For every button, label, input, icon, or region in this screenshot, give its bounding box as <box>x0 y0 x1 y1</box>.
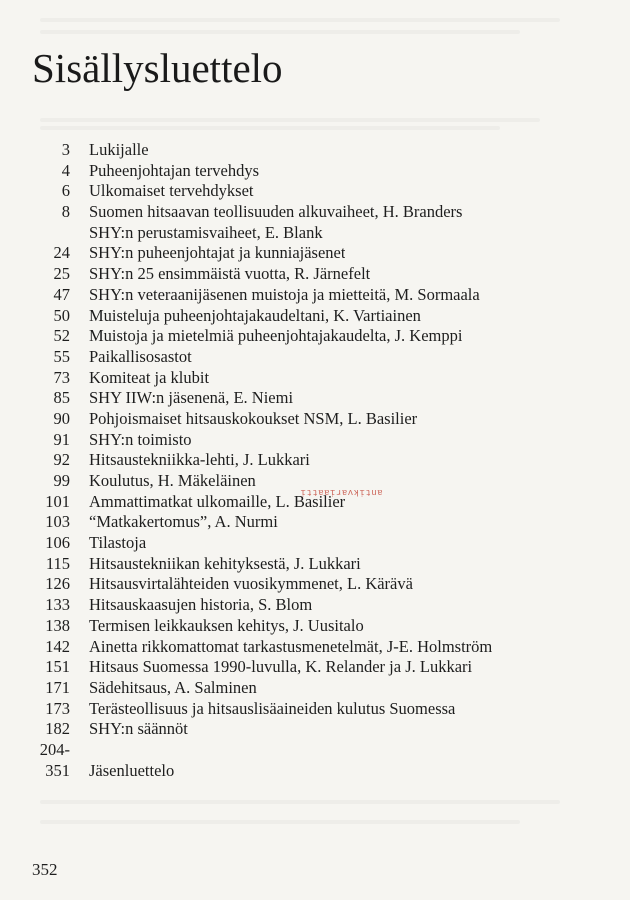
toc-page-number: 3 <box>61 140 70 159</box>
toc-page-number: 90 <box>53 408 70 428</box>
toc-page-number: 25 <box>53 264 70 284</box>
toc-entry <box>30 657 610 678</box>
toc-page-number: 138 <box>45 615 70 635</box>
toc-page-number: 47 <box>53 284 70 304</box>
toc-entry-title: Ammattimatkat ulkomaille, L. Basilier <box>89 491 346 511</box>
toc-page-number: 4 <box>61 160 70 180</box>
toc-page-number: 52 <box>53 326 70 346</box>
toc-entry <box>30 326 610 347</box>
toc-entry <box>30 616 610 637</box>
toc-page-number: 99 <box>53 471 70 490</box>
toc-entry-title: SHY:n 25 ensimmäistä vuotta, R. Järnefelt <box>89 264 371 284</box>
page-title: Sisällysluettelo <box>32 45 283 91</box>
toc-entry-title: Jäsenluettelo <box>89 760 175 780</box>
toc-entry-title: Termisen leikkauksen kehitys, J. Uusitalo <box>89 615 364 635</box>
toc-entry <box>30 595 610 616</box>
toc-entry-title: Ainetta rikkomattomat tarkastusmenetelmät, J-E. Holmström <box>89 636 493 656</box>
toc-entry-title: Ulkomaiset tervehdykset <box>89 181 254 201</box>
show-through-line <box>40 18 560 22</box>
toc-entry <box>30 719 610 740</box>
show-through-line <box>40 126 500 130</box>
toc-entry-title: Hitsauskaasujen historia, S. Blom <box>89 595 313 615</box>
toc-entry <box>30 699 610 720</box>
toc-page-number: 92 <box>53 450 70 470</box>
toc-page-number: 8 <box>61 202 70 222</box>
toc-page-number: 55 <box>53 346 70 366</box>
toc-page-number: 142 <box>45 636 70 656</box>
toc-entry <box>30 181 610 202</box>
toc-entry-title: Muistoja ja mietelmiä puheenjohtajakaudelta, J. Kemppi <box>89 326 463 346</box>
toc-entry <box>30 678 610 699</box>
toc-entry-title: “Matkakertomus”, A. Nurmi <box>89 512 278 532</box>
toc-page-number: 126 <box>45 574 70 594</box>
toc-page-number: 351 <box>45 760 70 780</box>
toc-entry-title: Lukijalle <box>89 140 149 159</box>
toc-entry <box>30 554 610 575</box>
toc-entry <box>30 450 610 471</box>
toc-entry-title: Suomen hitsaavan teollisuuden alkuvaiheet, H. Branders <box>89 202 463 222</box>
toc-entry-title: Komiteat ja klubit <box>89 367 210 387</box>
toc-entry <box>30 140 610 161</box>
toc-entry-title: SHY IIW:n jäsenenä, E. Niemi <box>89 388 294 408</box>
table-of-contents <box>30 140 610 781</box>
toc-entry-title: Hitsausvirtalähteiden vuosikymmenet, L. Kärävä <box>89 574 413 594</box>
toc-entry <box>30 264 610 285</box>
toc-page-number: 173 <box>45 698 70 718</box>
toc-page-number: 151 <box>45 657 70 677</box>
toc-entry-title: Koulutus, H. Mäkeläinen <box>89 471 256 490</box>
toc-entry <box>30 409 610 430</box>
toc-entry <box>30 347 610 368</box>
toc-entry-title: Hitsaustekniikka-lehti, J. Lukkari <box>89 450 310 470</box>
toc-entry-title: Sädehitsaus, A. Salminen <box>89 677 257 697</box>
toc-entry-title: SHY:n puheenjohtajat ja kunniajäsenet <box>89 243 346 263</box>
toc-page-number: 6 <box>61 181 70 201</box>
toc-page-number: 182 <box>45 719 70 739</box>
toc-entry <box>30 161 610 182</box>
toc-entry-title: Tilastoja <box>89 533 147 553</box>
toc-entry <box>30 388 610 409</box>
toc-entry <box>30 430 610 451</box>
toc-entry <box>30 202 610 223</box>
toc-entry-title: SHY:n säännöt <box>89 719 188 739</box>
toc-page-number: 50 <box>53 305 70 325</box>
toc-entry <box>30 243 610 264</box>
toc-entry-title: Muisteluja puheenjohtajakaudeltani, K. Vartiainen <box>89 305 421 325</box>
toc-entry <box>30 740 610 761</box>
toc-page-number: 171 <box>45 677 70 697</box>
toc-entry-title: Pohjoismaiset hitsauskokoukset NSM, L. Basilier <box>89 408 418 428</box>
toc-entry-title: SHY:n perustamisvaiheet, E. Blank <box>89 222 323 242</box>
toc-entry <box>30 285 610 306</box>
toc-page-number: 115 <box>45 553 70 573</box>
toc-page-number: 204- <box>39 739 70 759</box>
toc-page-number: 133 <box>45 595 70 615</box>
toc-entry <box>30 368 610 389</box>
stamp-mark: antikvariaatti <box>300 487 383 497</box>
show-through-line <box>40 820 520 824</box>
toc-entry-title: Puheenjohtajan tervehdys <box>89 160 259 180</box>
toc-entry-title: SHY:n veteraanijäsenen muistoja ja mietteitä, M. Sormaala <box>89 284 480 304</box>
toc-entry-title: Terästeollisuus ja hitsauslisäaineiden kulutus Suomessa <box>89 698 456 718</box>
toc-entry <box>30 512 610 533</box>
toc-page-number: 73 <box>53 367 70 387</box>
toc-entry-title: SHY:n toimisto <box>89 429 192 449</box>
toc-page-number: 101 <box>45 491 70 511</box>
show-through-line <box>40 30 520 34</box>
toc-page-number: 103 <box>45 512 70 532</box>
toc-entry-title: Paikallisosastot <box>89 346 192 366</box>
toc-entry <box>30 761 610 782</box>
show-through-line <box>40 800 560 804</box>
toc-entry <box>30 306 610 327</box>
toc-entry-title: Hitsaustekniikan kehityksestä, J. Lukkari <box>89 553 361 573</box>
toc-page-number: 85 <box>53 388 70 408</box>
toc-entry <box>30 574 610 595</box>
toc-page-number: 24 <box>53 243 70 263</box>
toc-entry <box>30 533 610 554</box>
toc-entry-title: Hitsaus Suomessa 1990-luvulla, K. Relander ja J. Lukkari <box>89 657 473 677</box>
toc-entry <box>30 637 610 658</box>
toc-page-number: 106 <box>45 533 70 553</box>
toc-entry <box>30 223 610 244</box>
show-through-line <box>40 118 540 122</box>
page-number: 352 <box>32 860 58 879</box>
toc-page-number: 91 <box>53 429 70 449</box>
